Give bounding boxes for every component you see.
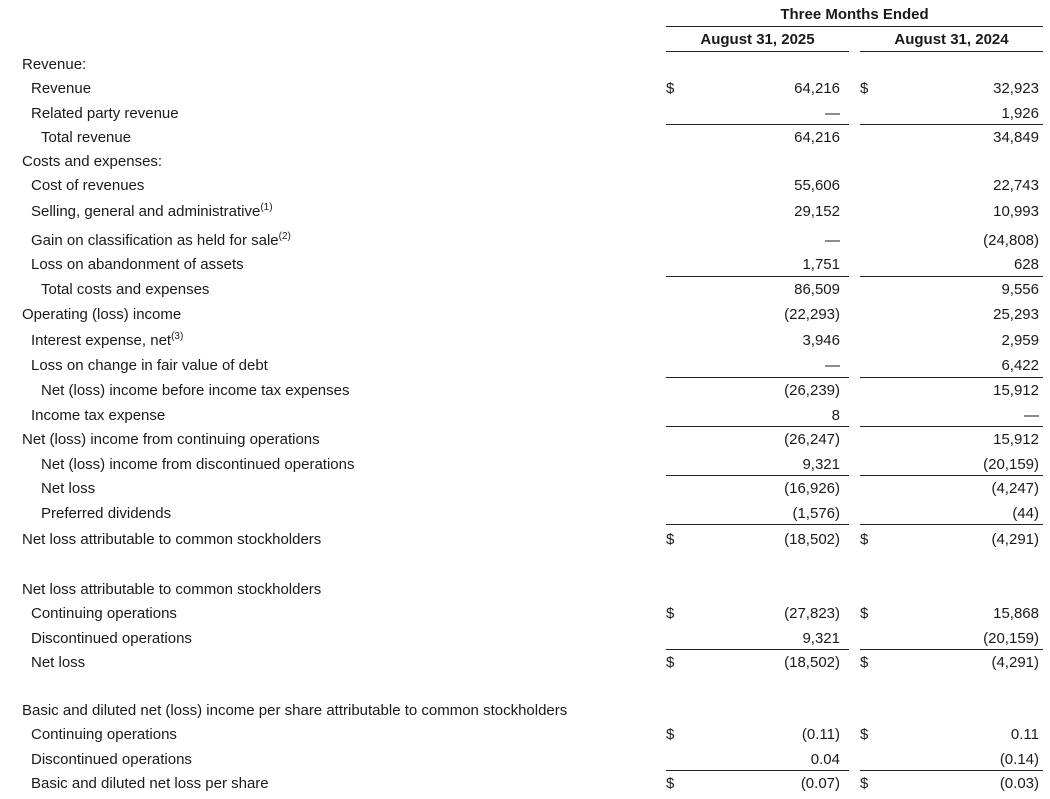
statement-row bbox=[0, 775, 1050, 799]
row-label-text: Cost of revenues bbox=[31, 177, 145, 194]
statement-row bbox=[0, 505, 1050, 529]
row-label bbox=[31, 630, 192, 647]
row-label bbox=[31, 80, 91, 97]
row-label-text: Loss on change in fair value of debt bbox=[31, 357, 268, 374]
statement-row bbox=[0, 456, 1050, 480]
row-label bbox=[31, 654, 85, 671]
footnote-marker: (1) bbox=[260, 202, 273, 213]
statement-row bbox=[0, 332, 1050, 356]
row-label-text: Revenue: bbox=[22, 56, 87, 73]
statement-row bbox=[0, 56, 1050, 80]
statement-row bbox=[0, 382, 1050, 406]
row-label-text: Selling, general and administrative bbox=[31, 203, 261, 220]
statement-row bbox=[0, 605, 1050, 629]
row-label-text: Gain on classification as held for sale bbox=[31, 232, 279, 249]
footnote-marker: (2) bbox=[278, 231, 291, 242]
value-2024: 1,926 bbox=[1001, 105, 1039, 122]
row-label-text: Net (loss) income from discontinued operations bbox=[41, 456, 355, 473]
statement-row bbox=[0, 105, 1050, 129]
underline-rule bbox=[666, 475, 849, 476]
currency-symbol: $ bbox=[666, 80, 675, 97]
statement-row bbox=[0, 702, 1050, 726]
underline-rule bbox=[666, 426, 849, 427]
value-2024: 15,912 bbox=[993, 382, 1039, 399]
value-2024: (4,247) bbox=[991, 480, 1039, 497]
underline-rule bbox=[666, 770, 849, 771]
value-2025: — bbox=[825, 105, 840, 122]
statement-row bbox=[0, 153, 1050, 177]
value-2024: — bbox=[1024, 407, 1039, 424]
currency-symbol: $ bbox=[860, 654, 869, 671]
underline-rule bbox=[860, 276, 1043, 277]
statement-row bbox=[0, 431, 1050, 455]
value-2025: (16,926) bbox=[784, 480, 840, 497]
value-2025: — bbox=[825, 357, 840, 374]
value-2024: (0.14) bbox=[999, 751, 1039, 768]
value-2024: 9,556 bbox=[1001, 281, 1039, 298]
statement-row bbox=[0, 281, 1050, 305]
statement-row bbox=[0, 531, 1050, 555]
value-2025: (18,502) bbox=[784, 531, 840, 548]
row-label-text: Discontinued operations bbox=[31, 630, 192, 647]
row-label bbox=[31, 357, 268, 374]
underline-rule bbox=[666, 377, 849, 378]
row-label bbox=[22, 581, 321, 598]
value-2025: 9,321 bbox=[802, 456, 840, 473]
value-2025: (27,823) bbox=[784, 605, 840, 622]
row-label-text: Net loss bbox=[31, 654, 86, 671]
statement-row bbox=[0, 630, 1050, 654]
row-label bbox=[41, 480, 95, 497]
column-header-2024: August 31, 2024 bbox=[894, 31, 1009, 48]
row-label bbox=[31, 256, 244, 273]
statement-row bbox=[0, 306, 1050, 330]
currency-symbol: $ bbox=[860, 726, 869, 743]
value-2025: (22,293) bbox=[784, 306, 840, 323]
row-label bbox=[41, 382, 349, 399]
value-2025: 3,946 bbox=[802, 332, 840, 349]
row-label-text: Total costs and expenses bbox=[41, 281, 210, 298]
currency-symbol: $ bbox=[666, 531, 675, 548]
value-2025: (26,247) bbox=[784, 431, 840, 448]
statement-row bbox=[0, 129, 1050, 153]
underline-rule bbox=[666, 124, 849, 125]
value-2024: 22,743 bbox=[993, 177, 1039, 194]
underline-rule bbox=[666, 524, 849, 525]
value-2024: (0.03) bbox=[999, 775, 1039, 792]
row-label-text: Net (loss) income from continuing operations bbox=[22, 431, 320, 448]
footnote-marker: (3) bbox=[171, 331, 184, 342]
row-label-text: Continuing operations bbox=[31, 605, 177, 622]
row-label bbox=[31, 407, 165, 424]
currency-symbol: $ bbox=[666, 726, 675, 743]
underline-rule bbox=[860, 124, 1043, 125]
statement-row bbox=[0, 480, 1050, 504]
underline-rule bbox=[860, 475, 1043, 476]
row-label bbox=[31, 751, 192, 768]
row-label bbox=[22, 56, 86, 73]
row-label bbox=[31, 605, 177, 622]
value-2025: 64,216 bbox=[794, 80, 840, 97]
value-2025: (18,502) bbox=[784, 654, 840, 671]
row-label bbox=[31, 203, 273, 220]
value-2025: (0.11) bbox=[801, 726, 840, 743]
statement-row bbox=[0, 581, 1050, 605]
row-label bbox=[31, 105, 179, 122]
row-label-text: Basic and diluted net loss per share bbox=[31, 775, 269, 792]
row-label-text: Continuing operations bbox=[31, 726, 177, 743]
period-title-underline bbox=[666, 26, 1043, 27]
value-2024: 6,422 bbox=[1001, 357, 1039, 374]
period-title: Three Months Ended bbox=[780, 6, 929, 23]
currency-symbol: $ bbox=[666, 605, 675, 622]
currency-symbol: $ bbox=[666, 654, 675, 671]
row-label-text: Net loss attributable to common stockholders bbox=[22, 581, 322, 598]
value-2025: 0.04 bbox=[810, 751, 840, 768]
value-2024: (24,808) bbox=[983, 232, 1039, 249]
row-label bbox=[41, 505, 171, 522]
value-2024: 628 bbox=[1013, 256, 1039, 273]
column-header-2025: August 31, 2025 bbox=[700, 31, 815, 48]
value-2025: 1,751 bbox=[802, 256, 840, 273]
statement-row bbox=[0, 654, 1050, 678]
statement-row bbox=[0, 80, 1050, 104]
value-2024: (44) bbox=[1012, 505, 1039, 522]
currency-symbol: $ bbox=[860, 605, 869, 622]
underline-rule bbox=[860, 770, 1043, 771]
row-label-text: Net (loss) income before income tax expenses bbox=[41, 382, 350, 399]
statement-row bbox=[0, 407, 1050, 431]
row-label bbox=[22, 702, 567, 719]
value-2025: (26,239) bbox=[784, 382, 840, 399]
row-label-text: Operating (loss) income bbox=[22, 306, 182, 323]
value-2024: 2,959 bbox=[1001, 332, 1039, 349]
value-2025: 55,606 bbox=[794, 177, 840, 194]
statement-row bbox=[0, 177, 1050, 201]
underline-rule bbox=[860, 377, 1043, 378]
row-label bbox=[41, 456, 354, 473]
underline-rule bbox=[860, 524, 1043, 525]
statement-row bbox=[0, 726, 1050, 750]
row-label bbox=[31, 232, 291, 249]
underline-rule bbox=[860, 649, 1043, 650]
currency-symbol: $ bbox=[860, 80, 869, 97]
value-2025: 86,509 bbox=[794, 281, 840, 298]
row-label-text: Preferred dividends bbox=[41, 505, 172, 522]
value-2025: 8 bbox=[831, 407, 840, 424]
value-2024: (20,159) bbox=[983, 630, 1039, 647]
value-2024: 10,993 bbox=[993, 203, 1039, 220]
row-label bbox=[31, 775, 269, 792]
column-header-2025-underline bbox=[666, 51, 849, 52]
row-label bbox=[22, 431, 320, 448]
row-label-text: Discontinued operations bbox=[31, 751, 192, 768]
value-2024: (4,291) bbox=[991, 654, 1039, 671]
value-2025: (1,576) bbox=[792, 505, 840, 522]
row-label-text: Basic and diluted net (loss) income per share attributable to common stockholders bbox=[22, 702, 568, 719]
row-label-text: Net loss bbox=[41, 480, 96, 497]
currency-symbol: $ bbox=[860, 775, 869, 792]
underline-rule bbox=[860, 426, 1043, 427]
row-label-text: Loss on abandonment of assets bbox=[31, 256, 244, 273]
row-label bbox=[41, 129, 131, 146]
currency-symbol: $ bbox=[860, 531, 869, 548]
row-label-text: Interest expense, net bbox=[31, 332, 172, 349]
value-2025: 64,216 bbox=[794, 129, 840, 146]
row-label-text: Costs and expenses: bbox=[22, 153, 163, 170]
underline-rule bbox=[666, 649, 849, 650]
row-label bbox=[22, 153, 162, 170]
row-label-text: Revenue bbox=[31, 80, 92, 97]
value-2024: 15,868 bbox=[993, 605, 1039, 622]
value-2024: 34,849 bbox=[993, 129, 1039, 146]
value-2024: (4,291) bbox=[991, 531, 1039, 548]
value-2024: 15,912 bbox=[993, 431, 1039, 448]
underline-rule bbox=[666, 276, 849, 277]
value-2025: — bbox=[825, 232, 840, 249]
value-2025: 29,152 bbox=[794, 203, 840, 220]
column-header-2024-underline bbox=[860, 51, 1043, 52]
value-2024: (20,159) bbox=[983, 456, 1039, 473]
value-2024: 32,923 bbox=[993, 80, 1039, 97]
row-label-text: Net loss attributable to common stockholders bbox=[22, 531, 322, 548]
value-2024: 25,293 bbox=[993, 306, 1039, 323]
row-label bbox=[22, 531, 321, 548]
row-label bbox=[31, 177, 144, 194]
row-label bbox=[22, 306, 181, 323]
row-label-text: Related party revenue bbox=[31, 105, 179, 122]
value-2024: 0.11 bbox=[1010, 726, 1039, 743]
row-label-text: Income tax expense bbox=[31, 407, 166, 424]
value-2025: (0.07) bbox=[800, 775, 840, 792]
row-label bbox=[41, 281, 209, 298]
row-label-text: Total revenue bbox=[41, 129, 132, 146]
row-label bbox=[31, 332, 183, 349]
statement-row bbox=[0, 232, 1050, 256]
statement-row bbox=[0, 751, 1050, 775]
value-2025: 9,321 bbox=[802, 630, 840, 647]
currency-symbol: $ bbox=[666, 775, 675, 792]
statement-row bbox=[0, 203, 1050, 227]
row-label bbox=[31, 726, 177, 743]
